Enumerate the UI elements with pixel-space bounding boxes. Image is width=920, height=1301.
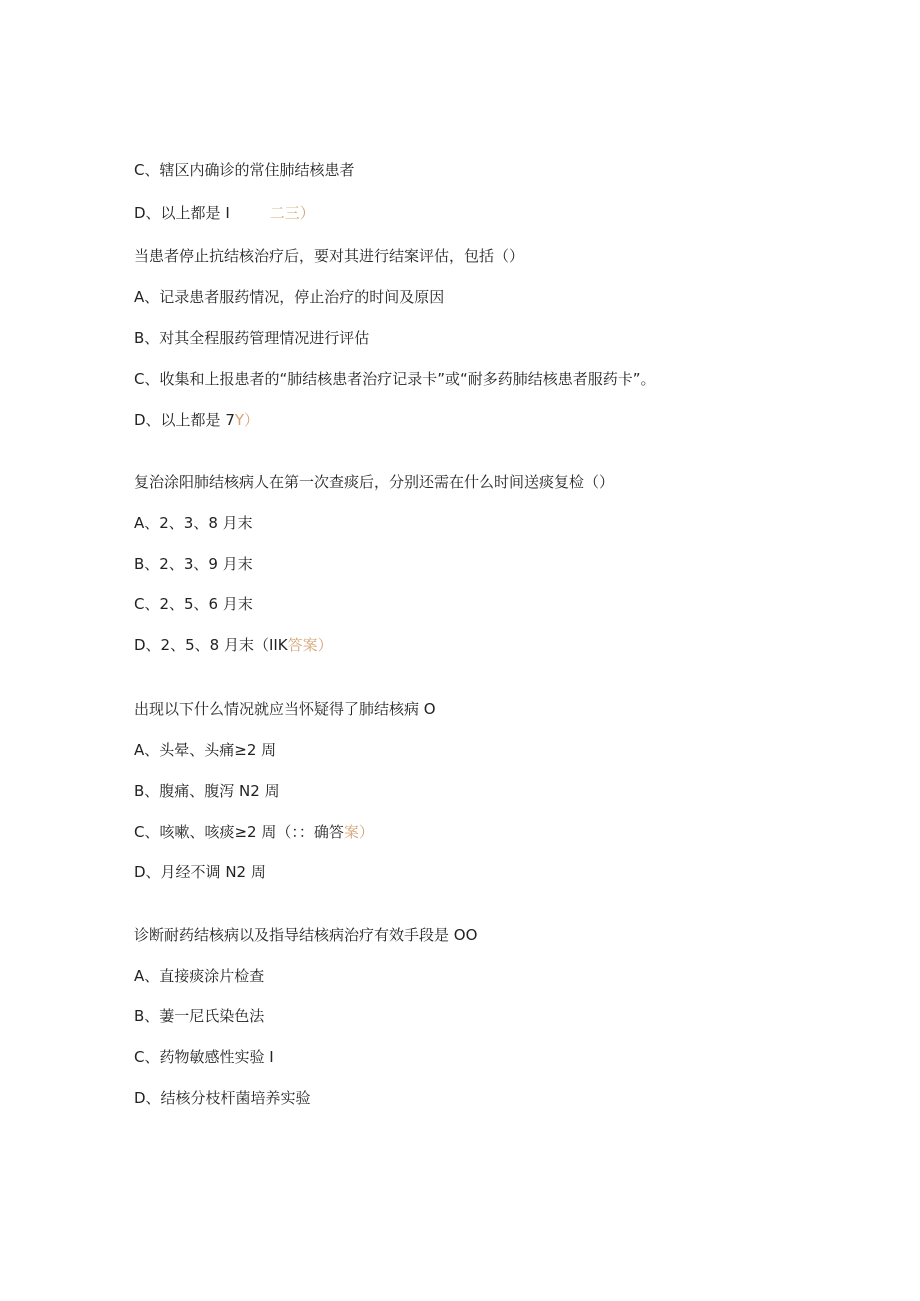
option-c-line bbox=[134, 594, 253, 614]
answer-mark: 案） bbox=[343, 823, 374, 841]
line-text: C、咳嗽、咳痰≥2 周（：：确答 bbox=[134, 823, 344, 841]
line-text: C、药物敏感性实验 I bbox=[134, 1048, 274, 1066]
option-a-line bbox=[134, 513, 253, 533]
option-b-line bbox=[134, 1006, 264, 1026]
option-c-line bbox=[134, 1047, 274, 1067]
answer-mark: Y） bbox=[234, 411, 260, 429]
option-b-line bbox=[134, 554, 253, 574]
option-d-line bbox=[134, 635, 333, 655]
option-b-line bbox=[134, 328, 369, 348]
question-text bbox=[134, 925, 477, 945]
option-d-line bbox=[134, 410, 259, 430]
line-text: A、直接痰涂片检查 bbox=[134, 967, 265, 985]
line-text: D、以上都是 7 bbox=[134, 411, 235, 429]
option-c-line bbox=[134, 369, 656, 389]
question-text bbox=[134, 699, 436, 719]
line-text: C、2、5、6 月末 bbox=[134, 595, 253, 613]
option-a-line bbox=[134, 740, 276, 760]
line-text: B、萋一尼氏染色法 bbox=[134, 1007, 265, 1025]
line-text: D、结核分枝杆菌培养实验 bbox=[134, 1089, 311, 1107]
line-text: B、2、3、9 月末 bbox=[134, 555, 253, 573]
option-d-line bbox=[134, 1088, 311, 1108]
line-text: 出现以下什么情况就应当怀疑得了肺结核病 O bbox=[134, 700, 436, 718]
line-text: D、2、5、8 月末（IIK bbox=[134, 636, 288, 654]
line-text: B、对其全程服药管理情况进行评估 bbox=[134, 329, 370, 347]
option-a-line bbox=[134, 966, 264, 986]
line-text: D、月经不调 N2 周 bbox=[134, 863, 266, 881]
line-text: D、以上都是 I bbox=[134, 204, 230, 222]
option-b-line bbox=[134, 781, 280, 801]
option-d-line bbox=[134, 203, 315, 223]
line-text: 复治涂阳肺结核病人在第一次查痰后，分别还需在什么时间送痰复检（） bbox=[134, 473, 615, 491]
line-text: A、头晕、头痛≥2 周 bbox=[134, 741, 277, 759]
question-text bbox=[134, 472, 614, 492]
option-c-line bbox=[134, 822, 374, 842]
line-text: A、记录患者服药情况，停止治疗的时间及原因 bbox=[134, 288, 445, 306]
question-text bbox=[134, 246, 524, 266]
line-text: 当患者停止抗结核治疗后，要对其进行结案评估，包括（） bbox=[134, 247, 525, 265]
option-a-line bbox=[134, 287, 444, 307]
line-text: C、收集和上报患者的“肺结核患者治疗记录卡”或“耐多药肺结核患者服药卡”。 bbox=[134, 370, 656, 388]
option-d-line bbox=[134, 862, 266, 882]
line-text: B、腹痛、腹泻 N2 周 bbox=[134, 782, 280, 800]
answer-mark: 答案） bbox=[287, 636, 333, 654]
line-text: A、2、3、8 月末 bbox=[134, 514, 253, 532]
option-c-line bbox=[134, 160, 354, 180]
answer-mark: 二三） bbox=[269, 204, 315, 222]
line-text: 诊断耐药结核病以及指导结核病治疗有效手段是 OO bbox=[134, 926, 478, 944]
line-text: C、辖区内确诊的常住肺结核患者 bbox=[134, 161, 355, 179]
